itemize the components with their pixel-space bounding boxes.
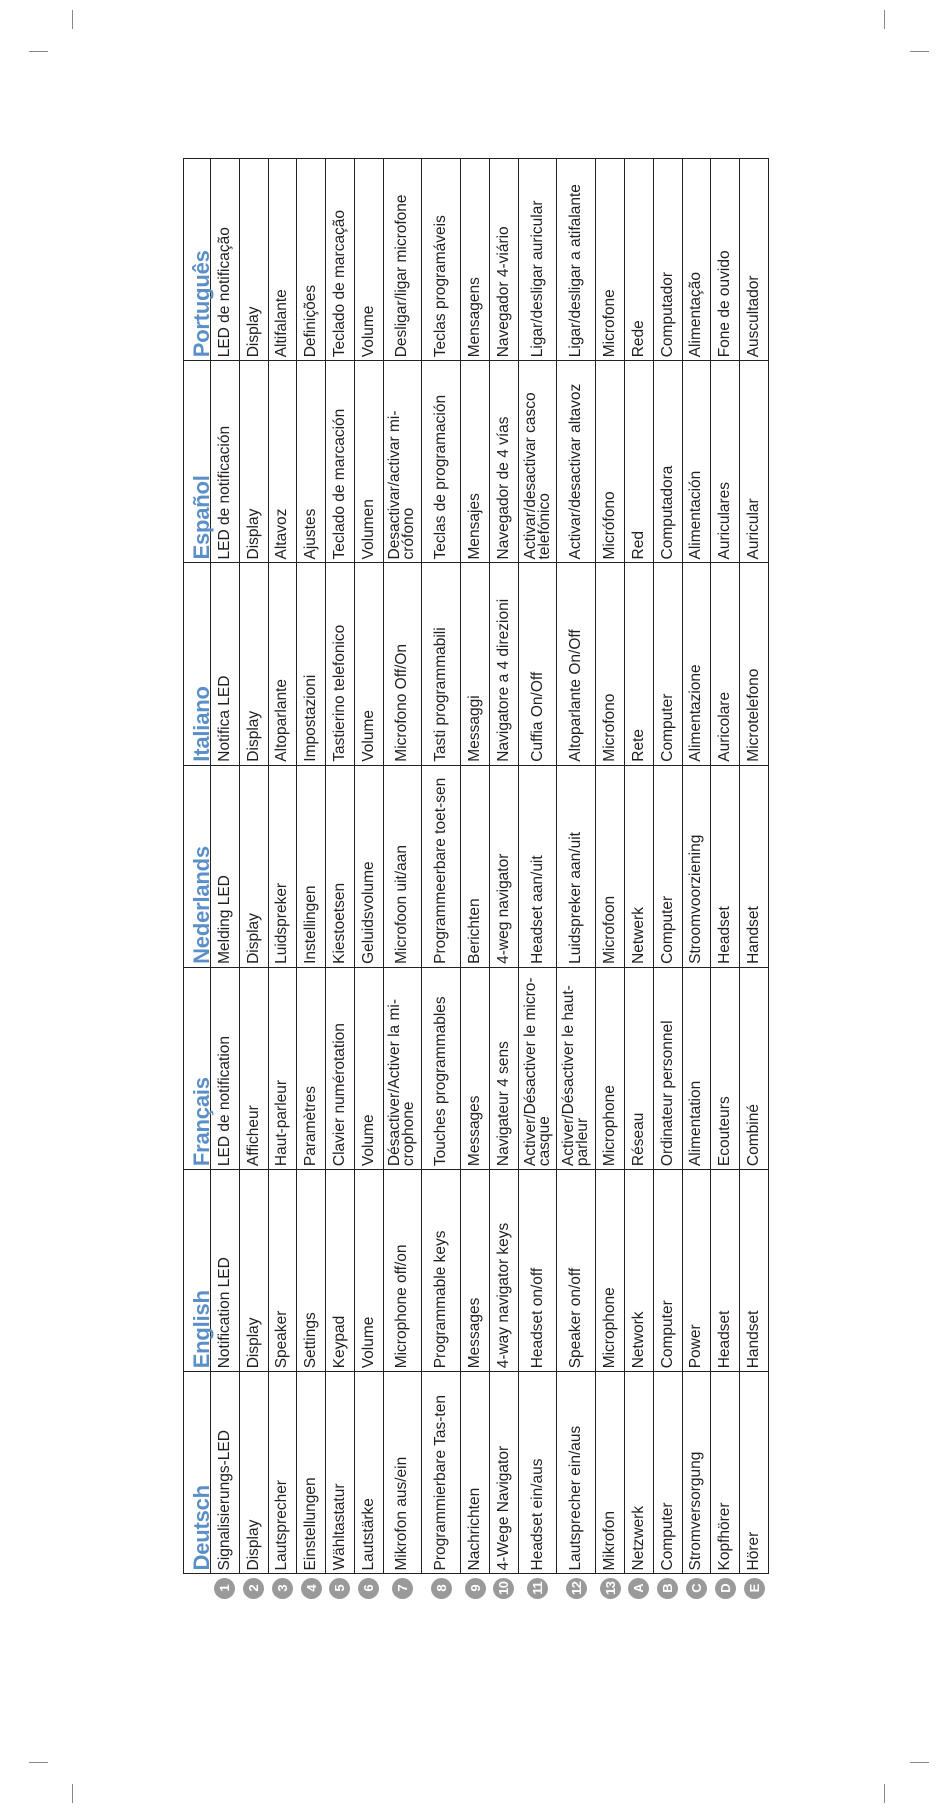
column-header-nederlands: Nederlands <box>184 765 211 967</box>
row-number-cell <box>326 1574 355 1602</box>
cell-francais: Afficheur <box>239 967 268 1169</box>
cell-portugues: Auscultador <box>740 159 769 361</box>
row-number-badge: 5 <box>329 1578 350 1599</box>
cell-portugues: Teclado de marcação <box>326 159 355 361</box>
cell-francais: Volume <box>354 967 383 1169</box>
row-number-badge: 13 <box>600 1578 621 1599</box>
cell-espanol: Activar/desactivar casco telefónico <box>518 361 557 563</box>
row-number-cell <box>383 1574 422 1602</box>
cell-english: Speaker on/off <box>557 1170 596 1372</box>
cell-nederlands: Display <box>239 765 268 967</box>
cell-deutsch: Kopfhörer <box>711 1372 740 1574</box>
cell-portugues: Computador <box>653 159 682 361</box>
cell-english: Settings <box>297 1170 326 1372</box>
cell-espanol: Navegador de 4 vías <box>489 361 518 563</box>
cell-portugues: Desligar/ligar microfone <box>383 159 422 361</box>
cell-english: Handset <box>740 1170 769 1372</box>
table-row <box>653 159 682 1603</box>
cell-italiano: Microfono <box>596 563 625 765</box>
cell-francais: Navigateur 4 sens <box>489 967 518 1169</box>
row-number-badge: C <box>686 1578 707 1599</box>
table-row <box>557 159 596 1603</box>
cell-nederlands: Headset aan/uit <box>518 765 557 967</box>
cell-deutsch: Display <box>239 1372 268 1574</box>
cell-english: Notification LED <box>211 1170 240 1372</box>
cell-italiano: Tasti programmabili <box>422 563 461 765</box>
cell-english: Microphone <box>596 1170 625 1372</box>
cell-nederlands: Kiestoetsen <box>326 765 355 967</box>
cell-portugues: Volume <box>354 159 383 361</box>
cell-english: Microphone off/on <box>383 1170 422 1372</box>
cell-portugues: Mensagens <box>461 159 490 361</box>
cell-deutsch: Headset ein/aus <box>518 1372 557 1574</box>
table-row <box>354 159 383 1603</box>
row-number-badge: 3 <box>272 1578 293 1599</box>
cell-nederlands: Stroomvoorziening <box>682 765 711 967</box>
cell-francais: Microphone <box>596 967 625 1169</box>
crop-mark-top-right <box>910 51 929 52</box>
row-number-badge: B <box>657 1578 678 1599</box>
crop-mark-bottom-left <box>29 1762 48 1763</box>
cell-portugues: Teclas programáveis <box>422 159 461 361</box>
language-legend-table <box>183 158 769 1602</box>
crop-mark-top-left <box>29 51 48 52</box>
cell-nederlands: Luidspreker <box>268 765 297 967</box>
cell-espanol: Ajustes <box>297 361 326 563</box>
table-row <box>268 159 297 1603</box>
table-row <box>682 159 711 1603</box>
cell-deutsch: Wähltastatur <box>326 1372 355 1574</box>
row-number-cell <box>422 1574 461 1602</box>
cell-francais: Activer/Désactiver le haut-parleur <box>557 967 596 1169</box>
cell-francais: Messages <box>461 967 490 1169</box>
cell-english: Computer <box>653 1170 682 1372</box>
cell-nederlands: Handset <box>740 765 769 967</box>
cell-espanol: Red <box>625 361 654 563</box>
cell-nederlands: Melding LED <box>211 765 240 967</box>
table-row <box>211 159 240 1603</box>
cell-english: Headset on/off <box>518 1170 557 1372</box>
cell-portugues: Display <box>239 159 268 361</box>
table-row <box>461 159 490 1603</box>
cell-espanol: Computadora <box>653 361 682 563</box>
cell-english: Programmable keys <box>422 1170 461 1372</box>
cell-deutsch: Lautsprecher <box>268 1372 297 1574</box>
cell-francais: Clavier numérotation <box>326 967 355 1169</box>
row-number-cell <box>211 1574 240 1602</box>
cell-english: Volume <box>354 1170 383 1372</box>
cell-portugues: LED de notificação <box>211 159 240 361</box>
row-number-badge: 7 <box>392 1578 413 1599</box>
number-column-header <box>184 1574 211 1602</box>
cell-portugues: Navegador 4-viário <box>489 159 518 361</box>
row-number-cell <box>596 1574 625 1602</box>
cell-espanol: Auricular <box>740 361 769 563</box>
row-number-cell <box>489 1574 518 1602</box>
row-number-badge: 11 <box>527 1578 548 1599</box>
cell-italiano: Microtelefono <box>740 563 769 765</box>
table-row <box>518 159 557 1603</box>
cell-portugues: Ligar/desligar auricular <box>518 159 557 361</box>
row-number-cell <box>711 1574 740 1602</box>
cell-deutsch: Einstellungen <box>297 1372 326 1574</box>
cell-nederlands: Headset <box>711 765 740 967</box>
cell-italiano: Altoparlante <box>268 563 297 765</box>
cell-nederlands: Microfoon uit/aan <box>383 765 422 967</box>
cell-deutsch: Stromversorgung <box>682 1372 711 1574</box>
cell-nederlands: Netwerk <box>625 765 654 967</box>
cell-nederlands: Luidspreker aan/uit <box>557 765 596 967</box>
cell-italiano: Auricolare <box>711 563 740 765</box>
row-number-cell <box>268 1574 297 1602</box>
row-number-badge: D <box>715 1578 736 1599</box>
cell-espanol: Mensajes <box>461 361 490 563</box>
row-number-badge: 8 <box>431 1578 452 1599</box>
cell-francais: Ecouteurs <box>711 967 740 1169</box>
cell-portugues: Definições <box>297 159 326 361</box>
row-number-cell <box>239 1574 268 1602</box>
column-header-francais: Français <box>184 967 211 1169</box>
cell-english: Keypad <box>326 1170 355 1372</box>
cell-portugues: Ligar/desligar a atifalante <box>557 159 596 361</box>
table-row <box>239 159 268 1603</box>
cell-francais: Ordinateur personnel <box>653 967 682 1169</box>
cell-espanol: Display <box>239 361 268 563</box>
cell-italiano: Cuffia On/Off <box>518 563 557 765</box>
row-number-cell <box>557 1574 596 1602</box>
column-header-english: English <box>184 1170 211 1372</box>
header-row <box>184 159 211 1603</box>
cell-italiano: Messaggi <box>461 563 490 765</box>
crop-mark-top-right <box>884 10 885 29</box>
crop-mark-bottom-left <box>72 1784 73 1803</box>
row-number-badge: 2 <box>243 1578 264 1599</box>
cell-deutsch: 4-Wege Navigator <box>489 1372 518 1574</box>
row-number-cell <box>518 1574 557 1602</box>
cell-english: Power <box>682 1170 711 1372</box>
cell-portugues: Fone de ouvido <box>711 159 740 361</box>
table-row <box>326 159 355 1603</box>
cell-francais: Haut-parleur <box>268 967 297 1169</box>
cell-francais: LED de notification <box>211 967 240 1169</box>
row-number-badge: A <box>628 1578 649 1599</box>
cell-italiano: Navigatore a 4 direzioni <box>489 563 518 765</box>
cell-deutsch: Mikrofon <box>596 1372 625 1574</box>
table-row <box>711 159 740 1603</box>
cell-nederlands: Microfoon <box>596 765 625 967</box>
table-row <box>740 159 769 1603</box>
cell-italiano: Impostazioni <box>297 563 326 765</box>
cell-deutsch: Computer <box>653 1372 682 1574</box>
cell-italiano: Tastierino telefonico <box>326 563 355 765</box>
cell-english: Speaker <box>268 1170 297 1372</box>
row-number-cell <box>625 1574 654 1602</box>
row-number-cell <box>461 1574 490 1602</box>
cell-nederlands: 4-weg navigator <box>489 765 518 967</box>
cell-francais: Paramètres <box>297 967 326 1169</box>
cell-nederlands: Programmeerbare toet-sen <box>422 765 461 967</box>
cell-portugues: Rede <box>625 159 654 361</box>
cell-english: Display <box>239 1170 268 1372</box>
row-number-badge: 9 <box>465 1578 486 1599</box>
cell-espanol: Micrófono <box>596 361 625 563</box>
cell-nederlands: Geluidsvolume <box>354 765 383 967</box>
cell-deutsch: Hörer <box>740 1372 769 1574</box>
table-row <box>422 159 461 1603</box>
crop-mark-bottom-right <box>884 1784 885 1803</box>
cell-deutsch: Nachrichten <box>461 1372 490 1574</box>
row-number-cell <box>740 1574 769 1602</box>
cell-francais: Combiné <box>740 967 769 1169</box>
column-header-italiano: Italiano <box>184 563 211 765</box>
cell-english: Headset <box>711 1170 740 1372</box>
row-number-badge: E <box>744 1578 765 1599</box>
crop-mark-top-left <box>72 10 73 29</box>
table-row <box>625 159 654 1603</box>
cell-nederlands: Instellingen <box>297 765 326 967</box>
cell-deutsch: Lautstärke <box>354 1372 383 1574</box>
cell-italiano: Notifica LED <box>211 563 240 765</box>
row-number-badge: 6 <box>358 1578 379 1599</box>
cell-italiano: Display <box>239 563 268 765</box>
table-row <box>297 159 326 1603</box>
column-header-portugues: Português <box>184 159 211 361</box>
row-number-badge: 1 <box>214 1578 235 1599</box>
cell-espanol: Altavoz <box>268 361 297 563</box>
row-number-badge: 10 <box>493 1578 514 1599</box>
cell-english: Messages <box>461 1170 490 1372</box>
cell-portugues: Altifalante <box>268 159 297 361</box>
cell-francais: Réseau <box>625 967 654 1169</box>
table-row <box>596 159 625 1603</box>
cell-italiano: Computer <box>653 563 682 765</box>
cell-espanol: Teclas de programación <box>422 361 461 563</box>
row-number-badge: 12 <box>566 1578 587 1599</box>
cell-deutsch: Lautsprecher ein/aus <box>557 1372 596 1574</box>
cell-francais: Alimentation <box>682 967 711 1169</box>
cell-espanol: Activar/desactivar altavoz <box>557 361 596 563</box>
cell-nederlands: Computer <box>653 765 682 967</box>
cell-english: 4-way navigator keys <box>489 1170 518 1372</box>
cell-francais: Désactiver/Activer la mi-crophone <box>383 967 422 1169</box>
cell-deutsch: Programmierbare Tas-ten <box>422 1372 461 1574</box>
cell-espanol: Alimentación <box>682 361 711 563</box>
cell-italiano: Alimentazione <box>682 563 711 765</box>
cell-espanol: Desactivar/activar mi-crófono <box>383 361 422 563</box>
column-header-espanol: Español <box>184 361 211 563</box>
cell-portugues: Microfone <box>596 159 625 361</box>
row-number-cell <box>354 1574 383 1602</box>
column-header-deutsch: Deutsch <box>184 1372 211 1574</box>
cell-italiano: Rete <box>625 563 654 765</box>
cell-francais: Activer/Désactiver le micro-casque <box>518 967 557 1169</box>
table-row <box>383 159 422 1603</box>
cell-portugues: Alimentação <box>682 159 711 361</box>
cell-espanol: Auriculares <box>711 361 740 563</box>
row-number-badge: 4 <box>301 1578 322 1599</box>
cell-espanol: Teclado de marcación <box>326 361 355 563</box>
table-row <box>489 159 518 1603</box>
row-number-cell <box>297 1574 326 1602</box>
cell-espanol: LED de notificación <box>211 361 240 563</box>
cell-english: Network <box>625 1170 654 1372</box>
cell-italiano: Volume <box>354 563 383 765</box>
cell-deutsch: Netzwerk <box>625 1372 654 1574</box>
cell-nederlands: Berichten <box>461 765 490 967</box>
row-number-cell <box>682 1574 711 1602</box>
cell-italiano: Altoparlante On/Off <box>557 563 596 765</box>
cell-espanol: Volumen <box>354 361 383 563</box>
crop-mark-bottom-right <box>910 1762 929 1763</box>
row-number-cell <box>653 1574 682 1602</box>
cell-italiano: Microfono Off/On <box>383 563 422 765</box>
cell-francais: Touches programmables <box>422 967 461 1169</box>
cell-deutsch: Signalisierungs-LED <box>211 1372 240 1574</box>
cell-deutsch: Mikrofon aus/ein <box>383 1372 422 1574</box>
